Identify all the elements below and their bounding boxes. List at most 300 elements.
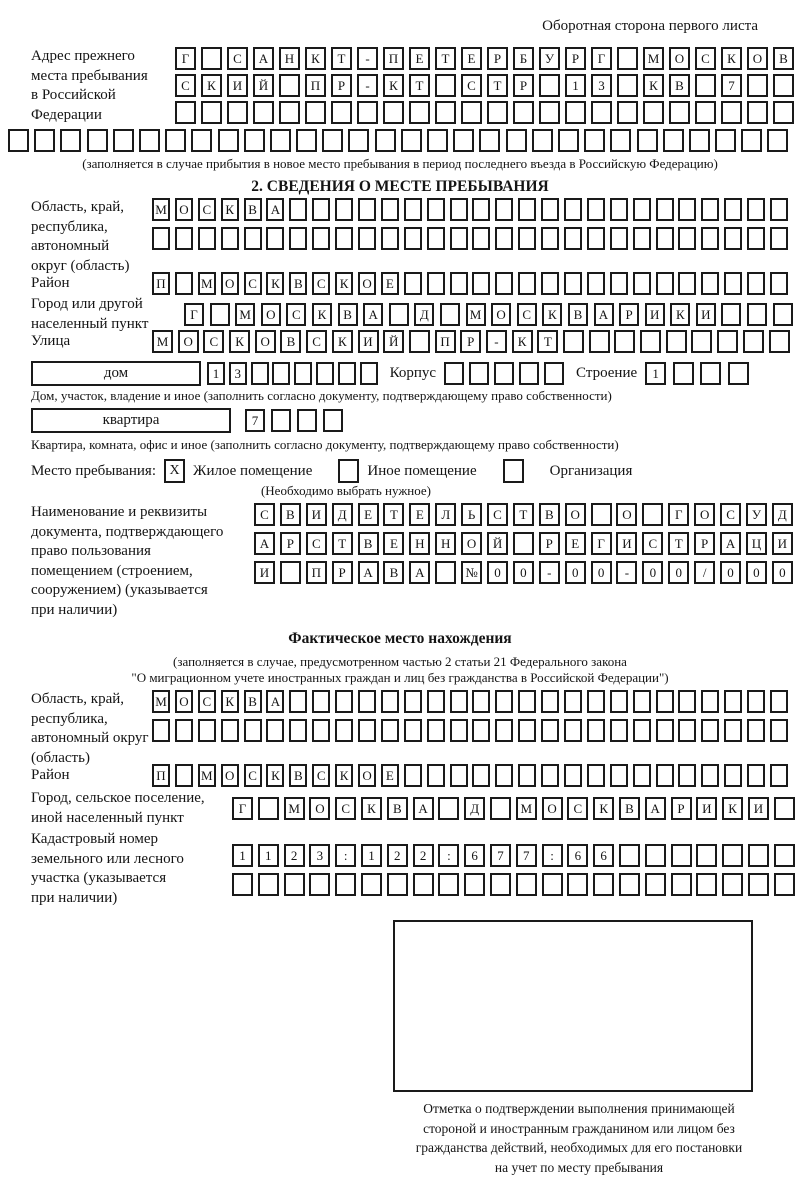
- form-cell[interactable]: [691, 330, 712, 353]
- form-cell[interactable]: [450, 690, 468, 713]
- form-cell[interactable]: [724, 227, 742, 250]
- form-cell[interactable]: [438, 873, 459, 896]
- form-cell[interactable]: У: [746, 503, 767, 526]
- form-cell[interactable]: Н: [409, 532, 430, 555]
- form-cell[interactable]: [358, 227, 376, 250]
- form-cell[interactable]: М: [466, 303, 486, 326]
- form-cell[interactable]: 7: [516, 844, 537, 867]
- form-cell[interactable]: [87, 129, 108, 152]
- form-cell[interactable]: [539, 101, 560, 124]
- form-cell[interactable]: [717, 330, 738, 353]
- form-cell[interactable]: [724, 272, 742, 295]
- form-cell[interactable]: К: [670, 303, 690, 326]
- form-cell[interactable]: С: [306, 532, 327, 555]
- form-cell[interactable]: [614, 330, 635, 353]
- form-cell[interactable]: Д: [772, 503, 793, 526]
- form-cell[interactable]: [495, 272, 513, 295]
- form-cell[interactable]: [495, 227, 513, 250]
- form-cell[interactable]: [495, 764, 513, 787]
- form-cell[interactable]: [383, 101, 404, 124]
- form-cell[interactable]: О: [747, 47, 768, 70]
- form-cell[interactable]: [113, 129, 134, 152]
- form-cell[interactable]: [297, 409, 317, 432]
- form-cell[interactable]: 7: [245, 409, 265, 432]
- form-cell[interactable]: [747, 719, 765, 742]
- form-cell[interactable]: К: [266, 272, 284, 295]
- form-cell[interactable]: [678, 272, 696, 295]
- checkbox-residential[interactable]: X: [164, 459, 185, 483]
- form-cell[interactable]: [312, 719, 330, 742]
- form-cell[interactable]: [564, 227, 582, 250]
- form-cell[interactable]: [584, 129, 605, 152]
- form-cell[interactable]: И: [227, 74, 248, 97]
- form-cell[interactable]: [221, 719, 239, 742]
- form-cell[interactable]: [494, 362, 514, 385]
- form-cell[interactable]: К: [593, 797, 614, 820]
- form-cell[interactable]: С: [244, 764, 262, 787]
- form-cell[interactable]: [724, 764, 742, 787]
- form-cell[interactable]: [633, 227, 651, 250]
- form-cell[interactable]: [427, 198, 445, 221]
- form-cell[interactable]: [289, 227, 307, 250]
- form-cell[interactable]: П: [383, 47, 404, 70]
- form-cell[interactable]: [645, 844, 666, 867]
- form-cell[interactable]: А: [409, 561, 430, 584]
- form-cell[interactable]: С: [335, 797, 356, 820]
- form-cell[interactable]: [175, 101, 196, 124]
- form-cell[interactable]: 1: [645, 362, 666, 385]
- form-cell[interactable]: 0: [720, 561, 741, 584]
- form-cell[interactable]: И: [254, 561, 275, 584]
- form-cell[interactable]: [695, 74, 716, 97]
- form-cell[interactable]: В: [289, 764, 307, 787]
- form-cell[interactable]: [747, 101, 768, 124]
- form-cell[interactable]: Р: [332, 561, 353, 584]
- form-cell[interactable]: [438, 797, 459, 820]
- form-cell[interactable]: [678, 690, 696, 713]
- form-cell[interactable]: М: [284, 797, 305, 820]
- form-cell[interactable]: [642, 503, 663, 526]
- form-cell[interactable]: [266, 719, 284, 742]
- form-cell[interactable]: С: [198, 690, 216, 713]
- form-cell[interactable]: 2: [284, 844, 305, 867]
- form-cell[interactable]: Б: [513, 47, 534, 70]
- form-cell[interactable]: С: [517, 303, 537, 326]
- form-cell[interactable]: [519, 362, 539, 385]
- form-cell[interactable]: С: [720, 503, 741, 526]
- form-cell[interactable]: [322, 129, 343, 152]
- form-cell[interactable]: [516, 873, 537, 896]
- form-cell[interactable]: [617, 101, 638, 124]
- form-cell[interactable]: В: [669, 74, 690, 97]
- form-cell[interactable]: [564, 764, 582, 787]
- form-cell[interactable]: [152, 719, 170, 742]
- form-cell[interactable]: К: [229, 330, 250, 353]
- form-cell[interactable]: [427, 129, 448, 152]
- form-cell[interactable]: [218, 129, 239, 152]
- form-cell[interactable]: А: [266, 690, 284, 713]
- form-cell[interactable]: [587, 690, 605, 713]
- form-cell[interactable]: Р: [694, 532, 715, 555]
- form-cell[interactable]: [175, 764, 193, 787]
- form-cell[interactable]: [513, 532, 534, 555]
- form-cell[interactable]: [748, 873, 769, 896]
- form-cell[interactable]: Г: [175, 47, 196, 70]
- form-cell[interactable]: [656, 719, 674, 742]
- form-cell[interactable]: В: [358, 532, 379, 555]
- form-cell[interactable]: В: [383, 561, 404, 584]
- form-cell[interactable]: [587, 198, 605, 221]
- form-cell[interactable]: [678, 764, 696, 787]
- form-cell[interactable]: [271, 409, 291, 432]
- form-cell[interactable]: [312, 198, 330, 221]
- form-cell[interactable]: [773, 101, 794, 124]
- form-cell[interactable]: [201, 47, 222, 70]
- form-cell[interactable]: [666, 330, 687, 353]
- form-cell[interactable]: К: [721, 47, 742, 70]
- form-cell[interactable]: В: [289, 272, 307, 295]
- form-cell[interactable]: В: [387, 797, 408, 820]
- form-cell[interactable]: [227, 101, 248, 124]
- form-cell[interactable]: И: [358, 330, 379, 353]
- form-cell[interactable]: А: [266, 198, 284, 221]
- form-cell[interactable]: Т: [513, 503, 534, 526]
- form-cell[interactable]: К: [305, 47, 326, 70]
- form-cell[interactable]: [487, 101, 508, 124]
- form-cell[interactable]: А: [720, 532, 741, 555]
- form-cell[interactable]: [564, 719, 582, 742]
- form-cell[interactable]: [518, 719, 536, 742]
- form-cell[interactable]: [747, 227, 765, 250]
- form-cell[interactable]: О: [178, 330, 199, 353]
- form-cell[interactable]: [637, 129, 658, 152]
- form-cell[interactable]: Г: [232, 797, 253, 820]
- form-cell[interactable]: [633, 719, 651, 742]
- form-cell[interactable]: [358, 690, 376, 713]
- form-cell[interactable]: В: [280, 503, 301, 526]
- form-cell[interactable]: [60, 129, 81, 152]
- form-cell[interactable]: [404, 198, 422, 221]
- form-cell[interactable]: [464, 873, 485, 896]
- form-cell[interactable]: [541, 764, 559, 787]
- form-cell[interactable]: [541, 690, 559, 713]
- form-cell[interactable]: [701, 272, 719, 295]
- form-cell[interactable]: [741, 129, 762, 152]
- form-cell[interactable]: [587, 227, 605, 250]
- form-cell[interactable]: Е: [461, 47, 482, 70]
- form-cell[interactable]: /: [694, 561, 715, 584]
- form-cell[interactable]: [279, 74, 300, 97]
- form-cell[interactable]: А: [363, 303, 383, 326]
- form-cell[interactable]: Е: [383, 532, 404, 555]
- form-cell[interactable]: [518, 690, 536, 713]
- form-cell[interactable]: О: [565, 503, 586, 526]
- form-cell[interactable]: Д: [464, 797, 485, 820]
- form-cell[interactable]: 0: [487, 561, 508, 584]
- form-cell[interactable]: Е: [381, 272, 399, 295]
- form-cell[interactable]: [747, 303, 767, 326]
- form-cell[interactable]: Е: [409, 503, 430, 526]
- form-cell[interactable]: В: [244, 690, 262, 713]
- form-cell[interactable]: С: [312, 272, 330, 295]
- form-cell[interactable]: П: [305, 74, 326, 97]
- form-cell[interactable]: [244, 129, 265, 152]
- form-cell[interactable]: [633, 764, 651, 787]
- form-cell[interactable]: П: [435, 330, 456, 353]
- form-cell[interactable]: [8, 129, 29, 152]
- form-cell[interactable]: Р: [671, 797, 692, 820]
- form-cell[interactable]: [266, 227, 284, 250]
- form-cell[interactable]: Ц: [746, 532, 767, 555]
- form-cell[interactable]: [404, 690, 422, 713]
- form-cell[interactable]: [381, 227, 399, 250]
- form-cell[interactable]: Н: [435, 532, 456, 555]
- form-cell[interactable]: [280, 561, 301, 584]
- form-cell[interactable]: [323, 409, 343, 432]
- form-cell[interactable]: [404, 272, 422, 295]
- form-cell[interactable]: 6: [593, 844, 614, 867]
- form-cell[interactable]: 0: [668, 561, 689, 584]
- form-cell[interactable]: М: [198, 272, 216, 295]
- form-cell[interactable]: Т: [668, 532, 689, 555]
- form-cell[interactable]: [770, 719, 788, 742]
- form-cell[interactable]: [663, 129, 684, 152]
- form-cell[interactable]: [427, 690, 445, 713]
- form-cell[interactable]: [541, 272, 559, 295]
- form-cell[interactable]: [360, 362, 378, 385]
- form-cell[interactable]: [335, 719, 353, 742]
- form-cell[interactable]: [565, 101, 586, 124]
- form-cell[interactable]: И: [696, 303, 716, 326]
- form-cell[interactable]: [210, 303, 230, 326]
- form-cell[interactable]: И: [616, 532, 637, 555]
- form-cell[interactable]: [335, 873, 356, 896]
- form-cell[interactable]: -: [539, 561, 560, 584]
- form-cell[interactable]: В: [773, 47, 794, 70]
- form-cell[interactable]: В: [280, 330, 301, 353]
- form-cell[interactable]: Ь: [461, 503, 482, 526]
- form-cell[interactable]: [591, 101, 612, 124]
- form-cell[interactable]: Г: [184, 303, 204, 326]
- form-cell[interactable]: [619, 844, 640, 867]
- form-cell[interactable]: [678, 719, 696, 742]
- form-cell[interactable]: Т: [332, 532, 353, 555]
- form-cell[interactable]: [312, 690, 330, 713]
- form-cell[interactable]: Н: [279, 47, 300, 70]
- form-cell[interactable]: [696, 844, 717, 867]
- form-cell[interactable]: О: [358, 764, 376, 787]
- form-cell[interactable]: [472, 719, 490, 742]
- form-cell[interactable]: В: [568, 303, 588, 326]
- form-cell[interactable]: [669, 101, 690, 124]
- form-cell[interactable]: К: [312, 303, 332, 326]
- form-cell[interactable]: [284, 873, 305, 896]
- form-cell[interactable]: [381, 690, 399, 713]
- form-cell[interactable]: [404, 719, 422, 742]
- form-cell[interactable]: В: [619, 797, 640, 820]
- form-cell[interactable]: [542, 873, 563, 896]
- form-cell[interactable]: С: [203, 330, 224, 353]
- form-cell[interactable]: [695, 101, 716, 124]
- form-cell[interactable]: [335, 198, 353, 221]
- form-cell[interactable]: [289, 690, 307, 713]
- form-cell[interactable]: [539, 74, 560, 97]
- form-cell[interactable]: О: [221, 272, 239, 295]
- form-cell[interactable]: [747, 198, 765, 221]
- form-cell[interactable]: О: [255, 330, 276, 353]
- form-cell[interactable]: [770, 690, 788, 713]
- form-cell[interactable]: [610, 129, 631, 152]
- form-cell[interactable]: [450, 227, 468, 250]
- form-cell[interactable]: [175, 227, 193, 250]
- form-cell[interactable]: [244, 719, 262, 742]
- form-cell[interactable]: [331, 101, 352, 124]
- form-cell[interactable]: М: [198, 764, 216, 787]
- form-cell[interactable]: [701, 198, 719, 221]
- form-cell[interactable]: :: [542, 844, 563, 867]
- form-cell[interactable]: Р: [460, 330, 481, 353]
- form-cell[interactable]: О: [309, 797, 330, 820]
- form-cell[interactable]: [721, 101, 742, 124]
- form-cell[interactable]: О: [694, 503, 715, 526]
- form-cell[interactable]: 6: [464, 844, 485, 867]
- form-cell[interactable]: [404, 764, 422, 787]
- form-cell[interactable]: [316, 362, 334, 385]
- form-cell[interactable]: [701, 690, 719, 713]
- form-cell[interactable]: [747, 764, 765, 787]
- form-cell[interactable]: [472, 272, 490, 295]
- form-cell[interactable]: [721, 303, 741, 326]
- form-cell[interactable]: [361, 873, 382, 896]
- form-cell[interactable]: [444, 362, 464, 385]
- form-cell[interactable]: [495, 690, 513, 713]
- form-cell[interactable]: [513, 101, 534, 124]
- form-cell[interactable]: С: [306, 330, 327, 353]
- form-cell[interactable]: [567, 873, 588, 896]
- form-cell[interactable]: 0: [746, 561, 767, 584]
- form-cell[interactable]: Е: [381, 764, 399, 787]
- form-cell[interactable]: [270, 129, 291, 152]
- form-cell[interactable]: С: [461, 74, 482, 97]
- form-cell[interactable]: С: [567, 797, 588, 820]
- form-cell[interactable]: Т: [487, 74, 508, 97]
- checkbox-other-premises[interactable]: [338, 459, 359, 483]
- form-cell[interactable]: 1: [258, 844, 279, 867]
- form-cell[interactable]: [198, 227, 216, 250]
- form-cell[interactable]: [722, 873, 743, 896]
- form-cell[interactable]: №: [461, 561, 482, 584]
- form-cell[interactable]: [472, 198, 490, 221]
- form-cell[interactable]: [673, 362, 694, 385]
- form-cell[interactable]: [409, 330, 430, 353]
- form-cell[interactable]: К: [361, 797, 382, 820]
- form-cell[interactable]: [258, 873, 279, 896]
- form-cell[interactable]: П: [152, 764, 170, 787]
- form-cell[interactable]: [743, 330, 764, 353]
- form-cell[interactable]: К: [266, 764, 284, 787]
- form-cell[interactable]: Г: [591, 47, 612, 70]
- form-cell[interactable]: [450, 198, 468, 221]
- form-cell[interactable]: Р: [539, 532, 560, 555]
- form-cell[interactable]: [312, 227, 330, 250]
- form-cell[interactable]: К: [722, 797, 743, 820]
- form-cell[interactable]: [427, 227, 445, 250]
- form-cell[interactable]: [294, 362, 312, 385]
- form-cell[interactable]: Т: [435, 47, 456, 70]
- form-cell[interactable]: [435, 561, 456, 584]
- form-cell[interactable]: [770, 227, 788, 250]
- form-cell[interactable]: М: [235, 303, 255, 326]
- form-cell[interactable]: :: [335, 844, 356, 867]
- form-cell[interactable]: [645, 873, 666, 896]
- form-cell[interactable]: С: [642, 532, 663, 555]
- form-cell[interactable]: [244, 227, 262, 250]
- form-cell[interactable]: -: [486, 330, 507, 353]
- form-cell[interactable]: [495, 198, 513, 221]
- form-cell[interactable]: С: [487, 503, 508, 526]
- form-cell[interactable]: [724, 719, 742, 742]
- form-cell[interactable]: [532, 129, 553, 152]
- form-cell[interactable]: 0: [772, 561, 793, 584]
- form-cell[interactable]: Е: [565, 532, 586, 555]
- form-cell[interactable]: Е: [358, 503, 379, 526]
- form-cell[interactable]: [139, 129, 160, 152]
- form-cell[interactable]: [774, 844, 795, 867]
- form-cell[interactable]: [640, 330, 661, 353]
- form-cell[interactable]: [272, 362, 290, 385]
- form-cell[interactable]: [427, 272, 445, 295]
- form-cell[interactable]: 2: [413, 844, 434, 867]
- form-cell[interactable]: И: [772, 532, 793, 555]
- form-cell[interactable]: К: [335, 272, 353, 295]
- form-cell[interactable]: [747, 272, 765, 295]
- form-cell[interactable]: Р: [331, 74, 352, 97]
- form-cell[interactable]: [656, 272, 674, 295]
- form-cell[interactable]: [678, 198, 696, 221]
- form-cell[interactable]: [770, 764, 788, 787]
- form-cell[interactable]: [610, 690, 628, 713]
- form-cell[interactable]: [774, 797, 795, 820]
- form-cell[interactable]: [348, 129, 369, 152]
- form-cell[interactable]: С: [227, 47, 248, 70]
- form-cell[interactable]: [656, 764, 674, 787]
- form-cell[interactable]: М: [152, 690, 170, 713]
- form-cell[interactable]: [701, 764, 719, 787]
- form-cell[interactable]: [518, 272, 536, 295]
- form-cell[interactable]: [724, 198, 742, 221]
- form-cell[interactable]: [701, 227, 719, 250]
- form-cell[interactable]: 0: [565, 561, 586, 584]
- form-cell[interactable]: [201, 101, 222, 124]
- form-cell[interactable]: [461, 101, 482, 124]
- form-cell[interactable]: [610, 719, 628, 742]
- form-cell[interactable]: [251, 362, 269, 385]
- form-cell[interactable]: Й: [253, 74, 274, 97]
- form-cell[interactable]: [518, 198, 536, 221]
- form-cell[interactable]: Р: [513, 74, 534, 97]
- form-cell[interactable]: [381, 198, 399, 221]
- form-cell[interactable]: [472, 227, 490, 250]
- form-cell[interactable]: М: [152, 198, 170, 221]
- form-cell[interactable]: С: [198, 198, 216, 221]
- form-cell[interactable]: К: [383, 74, 404, 97]
- form-cell[interactable]: [381, 719, 399, 742]
- form-cell[interactable]: [440, 303, 460, 326]
- form-cell[interactable]: [305, 101, 326, 124]
- form-cell[interactable]: [541, 719, 559, 742]
- form-cell[interactable]: [221, 227, 239, 250]
- form-cell[interactable]: [722, 844, 743, 867]
